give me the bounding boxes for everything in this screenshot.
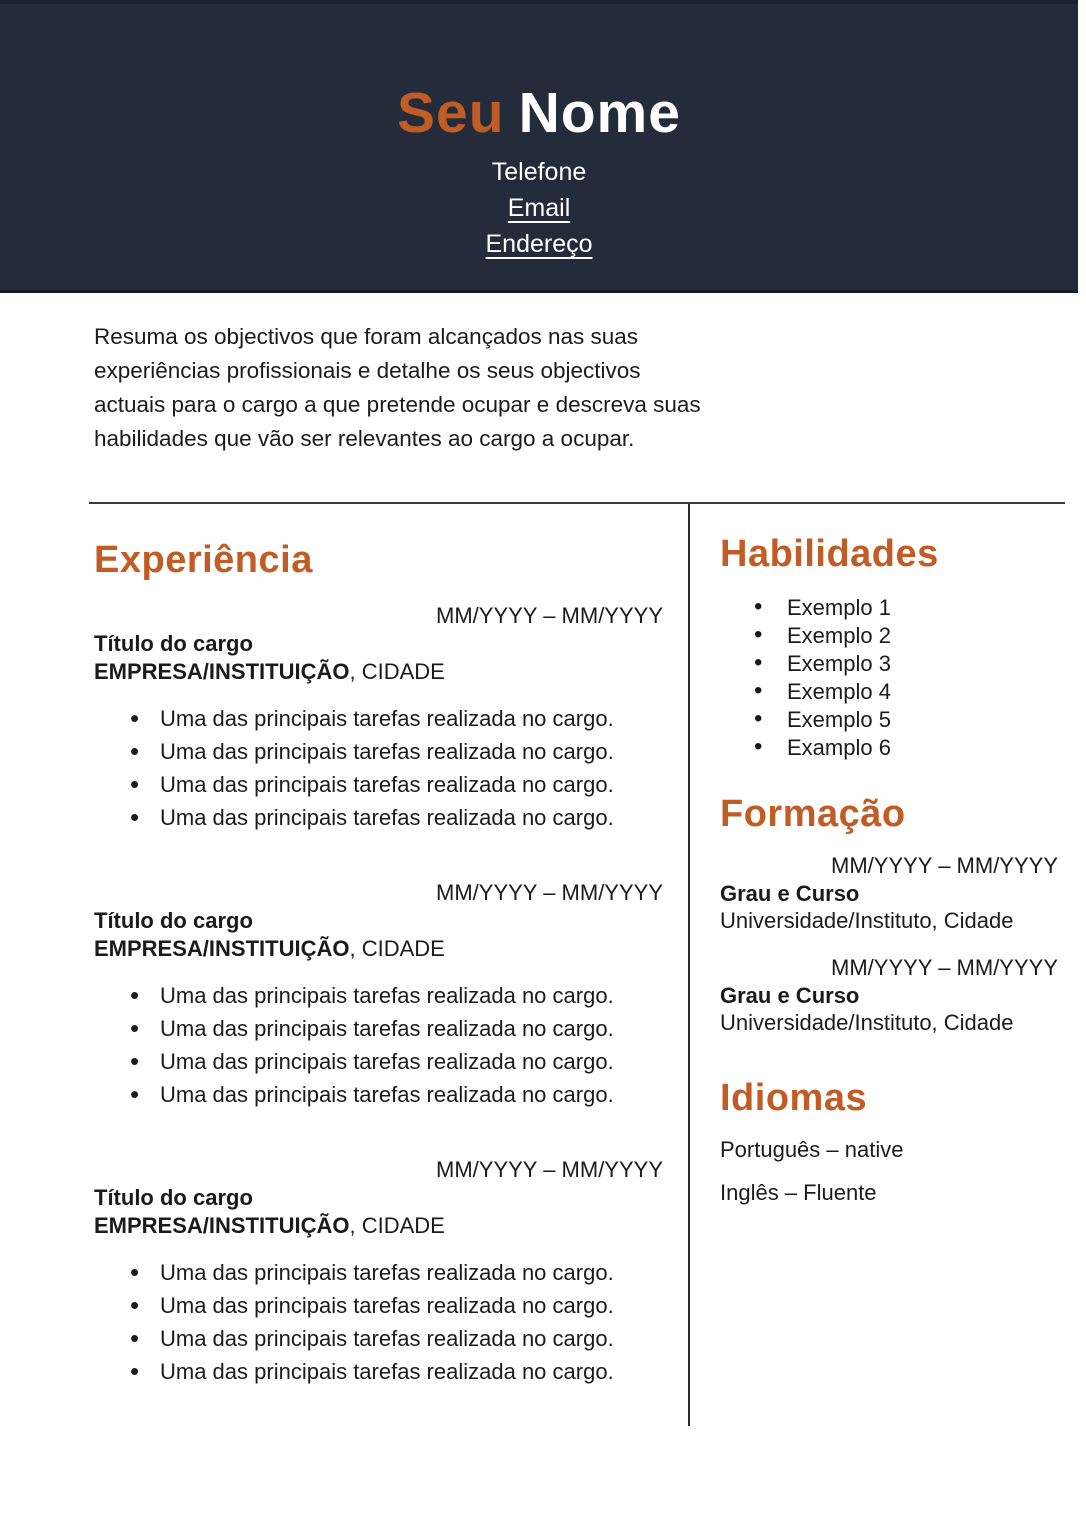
skill-item: • Exemplo 4 <box>720 678 1058 706</box>
contact-address-link[interactable]: Endereço <box>485 230 593 258</box>
sidebar-column <box>688 504 1086 1426</box>
language-item: Português – native <box>720 1137 904 1162</box>
job-company <box>94 658 663 686</box>
two-column-body <box>0 504 1086 1426</box>
summary-text: Resuma os objectivos que foram alcançados nas suas experiências profissionais e detalhe os seus objectivos actuais para o cargo a que pretende ocupar e descreva suas habilidades que vão ser relevantes ao cargo a ocupar. <box>94 324 701 451</box>
job-title: Título do cargo <box>94 631 253 656</box>
education-dates: MM/YYYY – MM/YYYY <box>831 853 1058 878</box>
skill-item: • Exemplo 3 <box>720 650 1058 678</box>
company-name: EMPRESA/INSTITUIÇÃO <box>94 1213 350 1238</box>
skill-item: • Exemplo 5 <box>720 706 1058 734</box>
school-name: Universidade/Instituto, Cidade <box>720 908 1014 933</box>
task-item: • Uma das principais tarefas realizada no cargo. <box>94 1045 663 1078</box>
job-title: Título do cargo <box>94 908 253 933</box>
language-item: Inglês – Fluente <box>720 1180 877 1205</box>
education-entry <box>720 954 1058 1036</box>
company-name: EMPRESA/INSTITUIÇÃO <box>94 659 350 684</box>
task-item: • Uma das principais tarefas realizada no cargo. <box>94 1289 663 1322</box>
skill-item: • Exemplo 1 <box>720 594 1058 622</box>
task-item: • Uma das principais tarefas realizada no cargo. <box>94 979 663 1012</box>
task-item: • Uma das principais tarefas realizada no cargo. <box>94 1256 663 1289</box>
task-item: • Uma das principais tarefas realizada no cargo. <box>94 735 663 768</box>
skill-item: • Exemplo 2 <box>720 622 1058 650</box>
task-item: • Uma das principais tarefas realizada no cargo. <box>94 702 663 735</box>
company-city: , CIDADE <box>349 659 445 684</box>
task-item: • Uma das principais tarefas realizada no cargo. <box>94 1355 663 1388</box>
task-list <box>94 1256 663 1388</box>
task-item: • Uma das principais tarefas realizada no cargo. <box>94 1012 663 1045</box>
contact-phone: Telefone <box>491 158 587 186</box>
skill-item: • Examplo 6 <box>720 734 1058 762</box>
company-city: , CIDADE <box>349 936 445 961</box>
page-title <box>0 81 1078 145</box>
languages-section <box>720 1076 1058 1207</box>
experience-entry <box>94 879 663 1111</box>
experience-dates: MM/YYYY – MM/YYYY <box>436 603 663 628</box>
experience-dates: MM/YYYY – MM/YYYY <box>436 880 663 905</box>
company-city: , CIDADE <box>349 1213 445 1238</box>
task-item: • Uma das principais tarefas realizada no cargo. <box>94 1078 663 1111</box>
skills-list <box>720 594 1058 762</box>
experience-entry <box>94 1156 663 1388</box>
languages-heading: Idiomas <box>720 1077 868 1119</box>
education-heading: Formação <box>720 793 906 835</box>
experience-heading: Experiência <box>94 539 313 581</box>
task-list <box>94 979 663 1111</box>
contact-block <box>0 154 1078 262</box>
education-section <box>720 792 1058 1036</box>
name-last: Nome <box>518 81 681 145</box>
task-list <box>94 702 663 834</box>
degree-title: Grau e Curso <box>720 881 860 906</box>
header-banner <box>0 0 1078 293</box>
degree-title: Grau e Curso <box>720 983 860 1008</box>
company-name: EMPRESA/INSTITUIÇÃO <box>94 936 350 961</box>
experience-dates: MM/YYYY – MM/YYYY <box>436 1157 663 1182</box>
task-item: • Uma das principais tarefas realizada no cargo. <box>94 768 663 801</box>
task-item: • Uma das principais tarefas realizada no cargo. <box>94 801 663 834</box>
skills-heading: Habilidades <box>720 533 939 575</box>
job-company <box>94 935 663 963</box>
education-dates: MM/YYYY – MM/YYYY <box>831 955 1058 980</box>
contact-email-link[interactable]: Email <box>507 194 571 222</box>
job-company <box>94 1212 663 1240</box>
job-title: Título do cargo <box>94 1185 253 1210</box>
school-name: Universidade/Instituto, Cidade <box>720 1010 1014 1035</box>
experience-section <box>0 504 688 1426</box>
experience-entry <box>94 602 663 834</box>
education-entry <box>720 852 1058 934</box>
name-first: Seu <box>397 81 505 145</box>
task-item: • Uma das principais tarefas realizada no cargo. <box>94 1322 663 1355</box>
skills-section <box>720 532 1058 762</box>
